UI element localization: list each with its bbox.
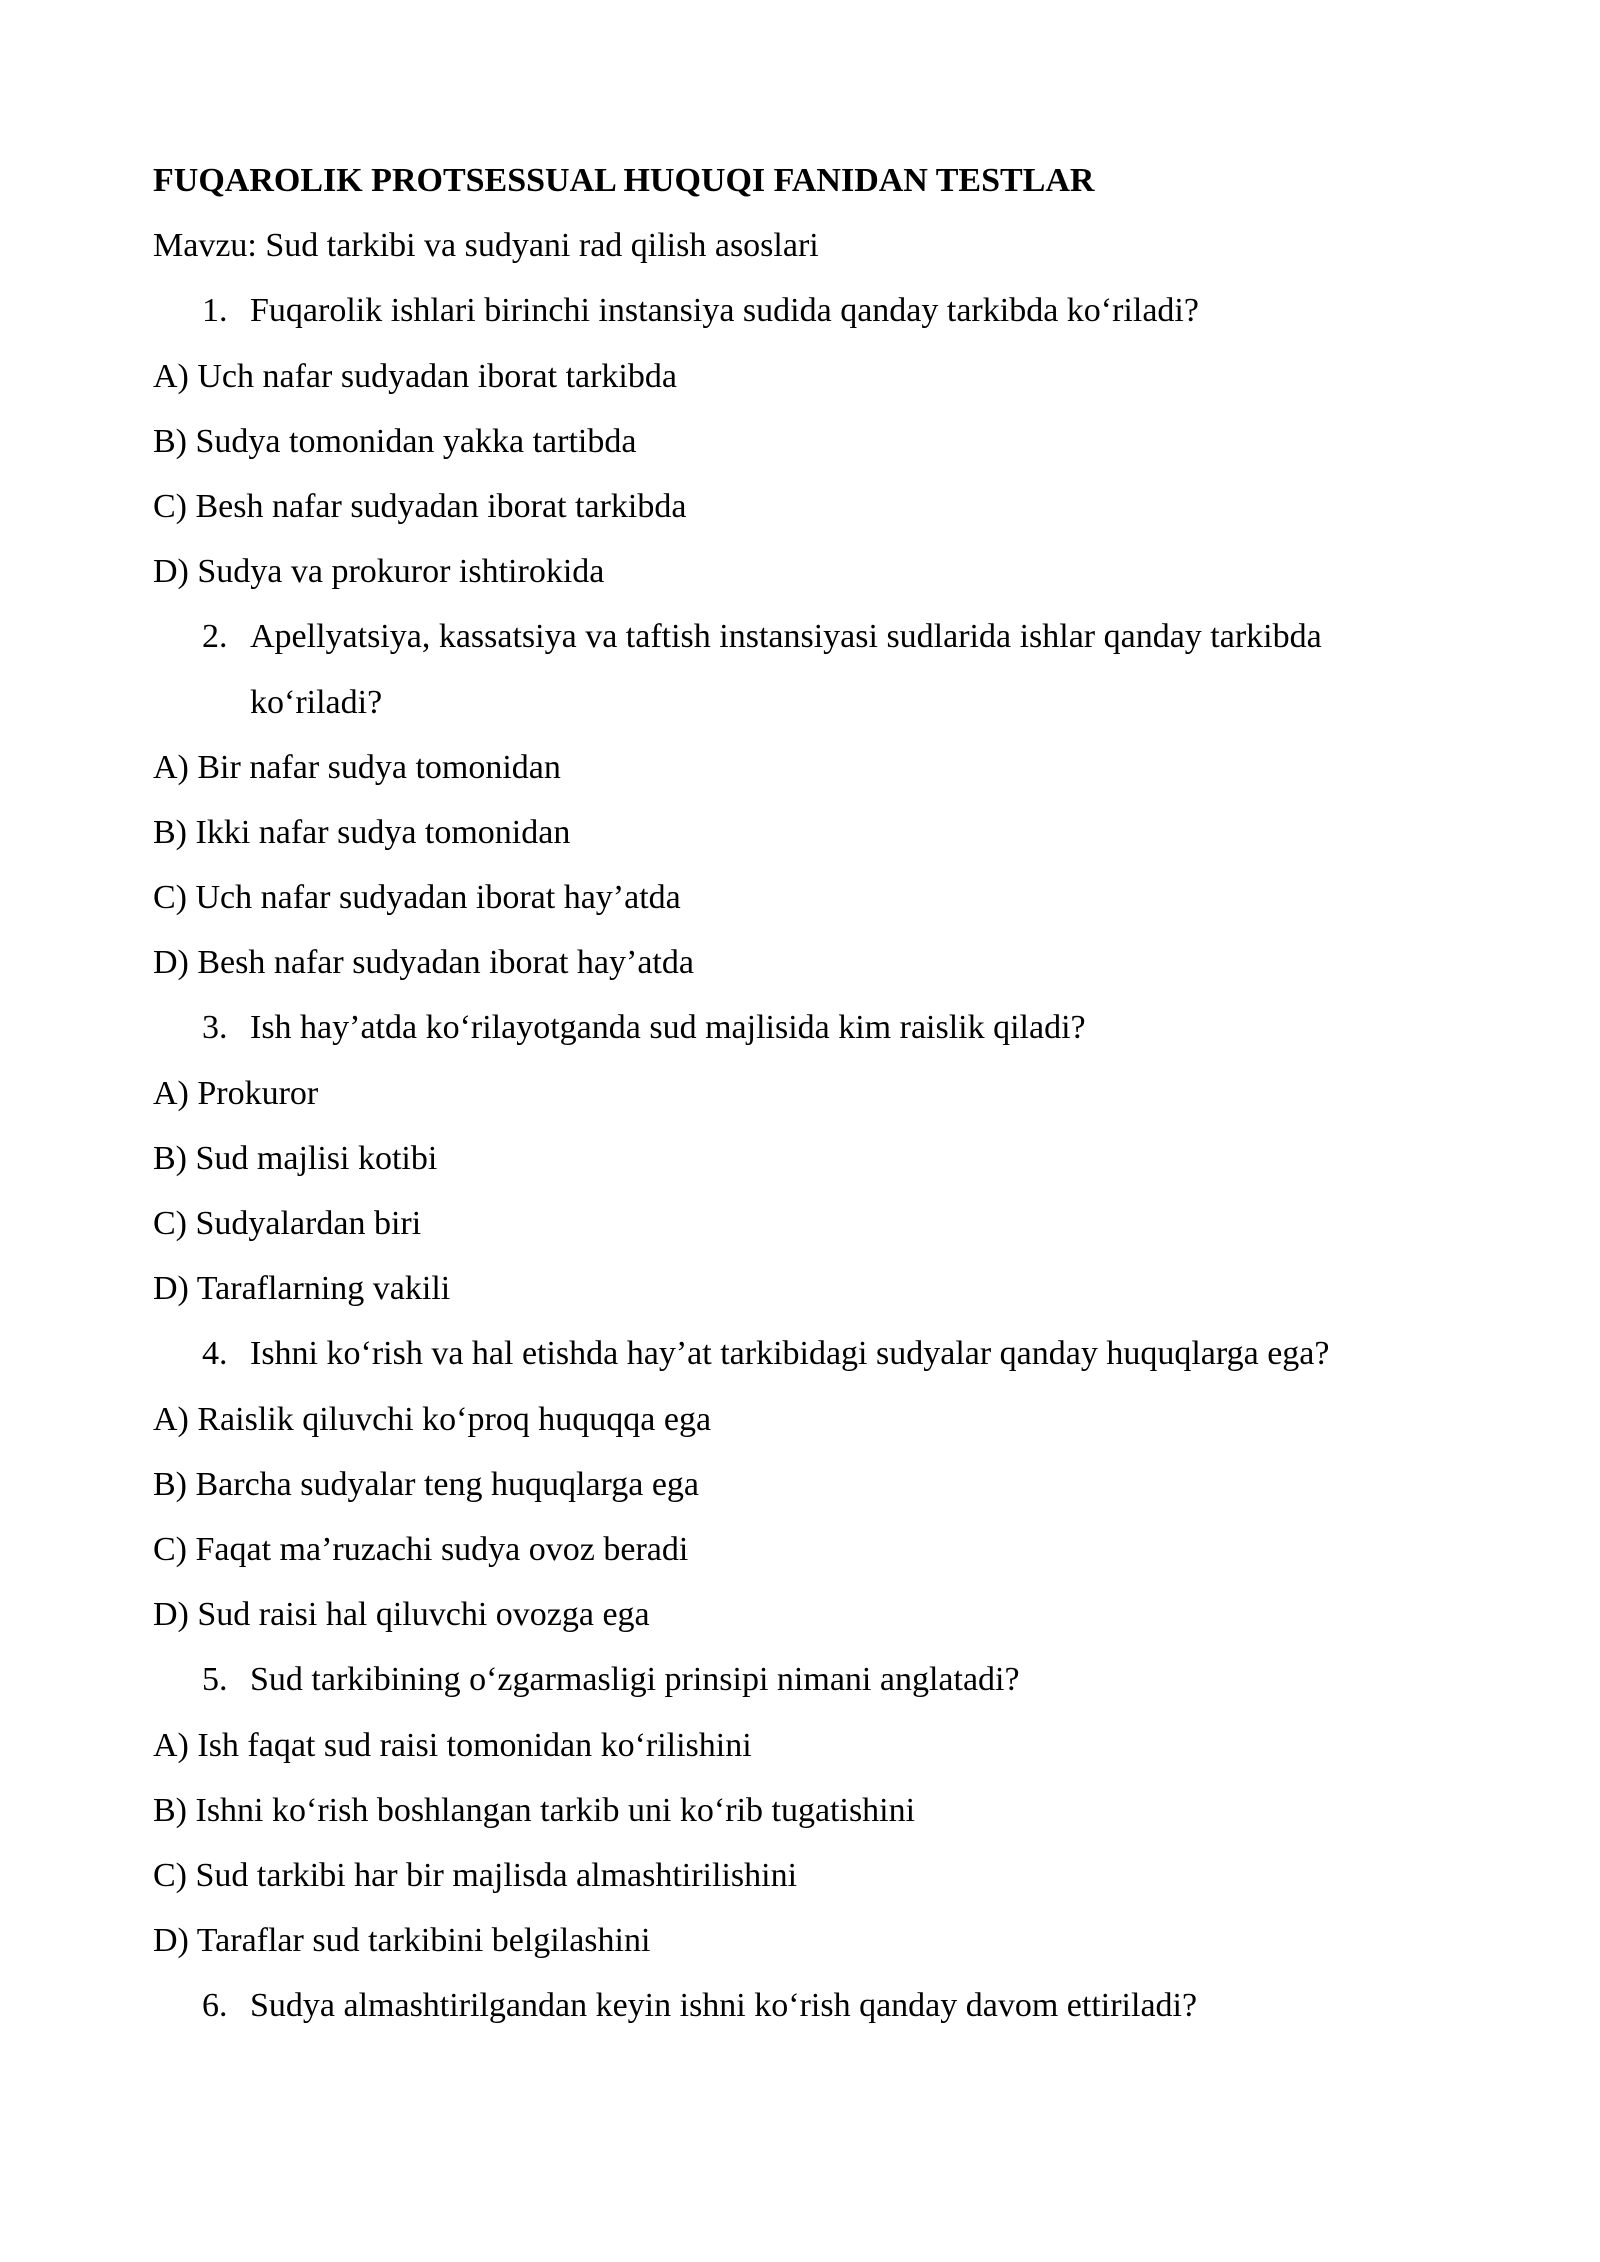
- answer-option: C) Uch nafar sudyadan iborat hay’atda: [153, 879, 681, 917]
- answer-option: A) Bir nafar sudya tomonidan: [153, 748, 561, 786]
- document-content: [153, 148, 1453, 2039]
- answer-option: B) Ishni ko‘rish boshlangan tarkib uni ko‘rib tugatishini: [153, 1791, 916, 1829]
- question-text: Ishni ko‘rish va hal etishda hay’at tarkibidagi sudyalar qanday huquqlarga ega?: [250, 1335, 1330, 1373]
- answer-option: A) Raislik qiluvchi ko‘proq huquqqa ega: [153, 1400, 712, 1438]
- question-2: [153, 604, 1453, 734]
- question-text: Fuqarolik ishlari birinchi instansiya sudida qanday tarkibda ko‘riladi?: [250, 292, 1199, 330]
- question-3: [153, 995, 1453, 1060]
- answer-option: A) Uch nafar sudyadan iborat tarkibda: [153, 357, 677, 395]
- answer-option: D) Taraflar sud tarkibini belgilashini: [153, 1922, 651, 1960]
- question-text: Sudya almashtirilgandan keyin ishni ko‘rish qanday davom ettiriladi?: [250, 1987, 1198, 2025]
- answer-option: D) Taraflarning vakili: [153, 1270, 451, 1308]
- question-5: [153, 1647, 1453, 1712]
- question-text: Ish hay’atda ko‘rilayotganda sud majlisida kim raislik qiladi?: [250, 1009, 1086, 1047]
- answer-option: C) Sud tarkibi har bir majlisda almashtirilishini: [153, 1856, 798, 1894]
- document-title: FUQAROLIK PROTSESSUAL HUQUQI FANIDAN TESTLAR: [153, 162, 1095, 199]
- question-6: [153, 1973, 1453, 2038]
- document-subject: Mavzu: Sud tarkibi va sudyani rad qilish asoslari: [153, 227, 819, 265]
- answer-option: A) Ish faqat sud raisi tomonidan ko‘rilishini: [153, 1726, 752, 1764]
- question-number: 6.: [202, 1987, 228, 2025]
- answer-option: D) Sudya va prokuror ishtirokida: [153, 553, 605, 591]
- answer-option: A) Prokuror: [153, 1074, 319, 1112]
- answer-option: C) Besh nafar sudyadan iborat tarkibda: [153, 487, 687, 525]
- question-number: 1.: [202, 292, 228, 330]
- question-number: 3.: [202, 1009, 228, 1047]
- answer-option: B) Sudya tomonidan yakka tartibda: [153, 422, 637, 460]
- question-text: Sud tarkibining o‘zgarmasligi prinsipi nimani anglatadi?: [250, 1661, 1020, 1699]
- question-number: 2.: [202, 618, 228, 656]
- question-text: Apellyatsiya, kassatsiya va taftish instansiyasi sudlarida ishlar qanday tarkibda ko‘riladi?: [250, 618, 1322, 721]
- answer-option: B) Sud majlisi kotibi: [153, 1139, 438, 1177]
- question-4: [153, 1321, 1453, 1386]
- answer-option: D) Sud raisi hal qiluvchi ovozga ega: [153, 1596, 650, 1634]
- answer-option: D) Besh nafar sudyadan iborat hay’atda: [153, 944, 694, 982]
- answer-option: B) Ikki nafar sudya tomonidan: [153, 813, 571, 851]
- answer-option: C) Faqat ma’ruzachi sudya ovoz beradi: [153, 1531, 689, 1569]
- answer-option: B) Barcha sudyalar teng huquqlarga ega: [153, 1465, 700, 1503]
- question-number: 5.: [202, 1661, 228, 1699]
- question-1: [153, 278, 1453, 343]
- answer-option: C) Sudyalardan biri: [153, 1205, 422, 1243]
- question-number: 4.: [202, 1335, 228, 1373]
